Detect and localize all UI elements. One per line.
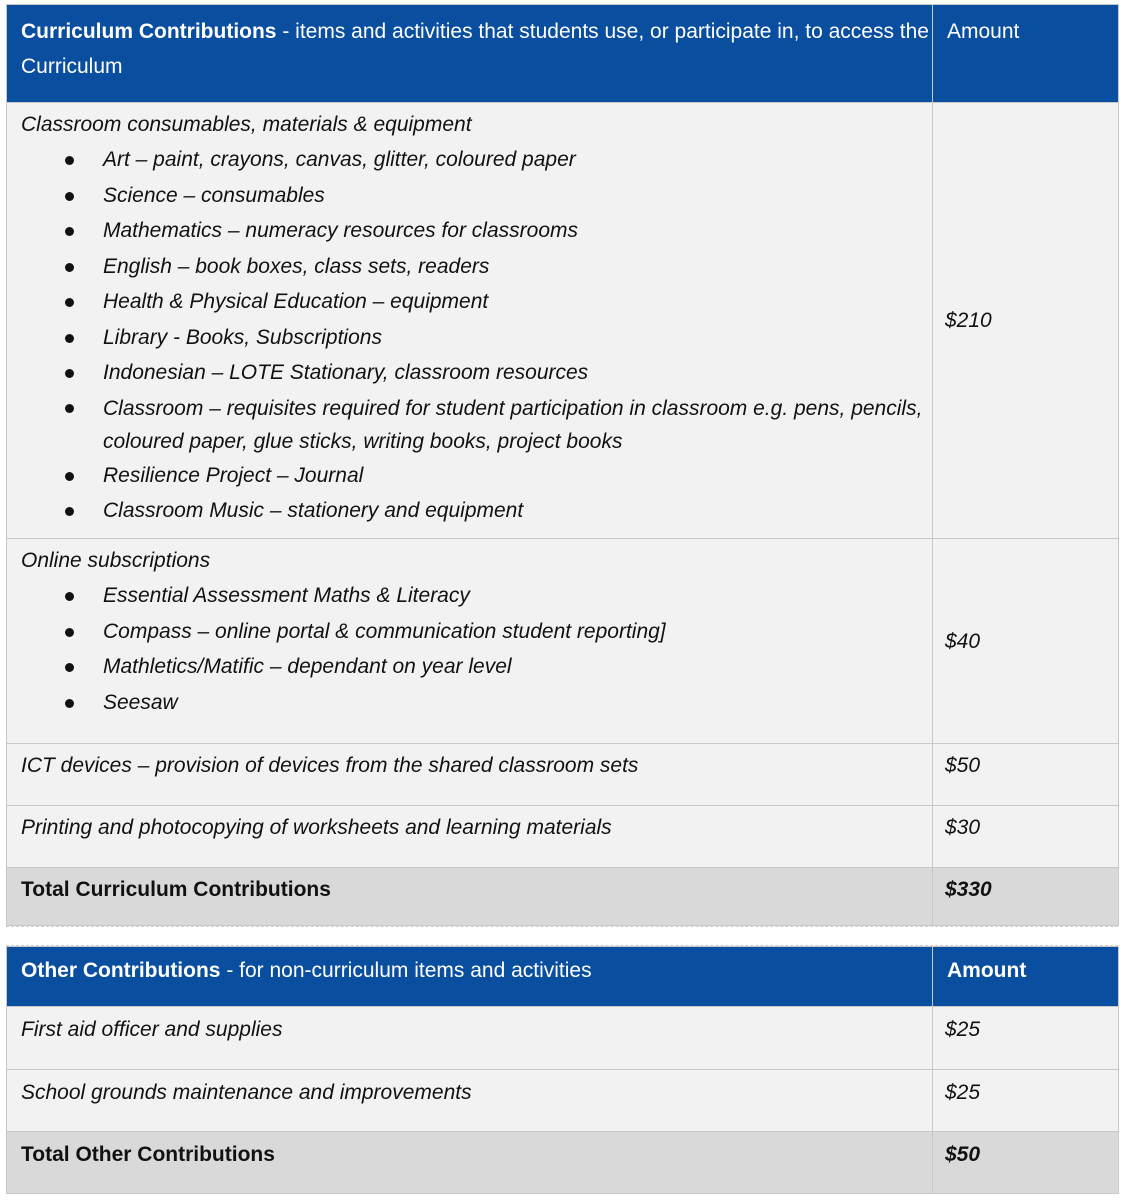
list-item: Essential Assessment Maths & Literacy [103,578,932,614]
school-grounds-label: School grounds maintenance and improvements [7,1070,933,1132]
curriculum-header-title [7,5,933,103]
list-item: Resilience Project – Journal [103,458,932,494]
other-header-title-bold: Other Contributions [21,959,221,982]
other-header-title-rest: - for non-curriculum items and activities [220,959,592,982]
first-aid-amount: $25 [933,1007,1119,1070]
online-items-list [21,578,932,720]
curriculum-total-amount: $330 [933,868,1119,926]
classroom-consumables-heading: Classroom consumables, materials & equipment [21,113,472,136]
curriculum-total-row [7,868,1119,926]
first-aid-row [7,1007,1119,1070]
online-subscriptions-amount: $40 [933,539,1119,744]
classroom-consumables-amount: $210 [933,103,1119,539]
list-item: Indonesian – LOTE Stationary, classroom resources [103,355,932,391]
list-item: Classroom Music – stationery and equipment [103,493,932,529]
list-item: Art – paint, crayons, canvas, glitter, coloured paper [103,142,932,178]
other-header-title [7,947,933,1007]
list-item: English – book boxes, class sets, readers [103,249,932,285]
school-grounds-amount: $25 [933,1070,1119,1132]
first-aid-label: First aid officer and supplies [7,1007,933,1070]
curriculum-header-row [7,5,1119,103]
other-total-row [7,1132,1119,1194]
other-contributions-table [6,946,1119,1194]
curriculum-header-amount: Amount [933,5,1119,103]
online-subscriptions-cell [7,539,933,744]
other-header-amount: Amount [933,947,1119,1007]
list-item: Classroom – requisites required for student participation in classroom e.g. pens, pencils, coloured paper, glue sticks, writing books, project books [103,391,932,458]
other-total-label: Total Other Contributions [7,1132,933,1194]
ict-devices-row [7,744,1119,806]
curriculum-header-title-bold: Curriculum Contributions [21,20,277,43]
other-total-amount: $50 [933,1132,1119,1194]
other-header-row [7,947,1119,1007]
curriculum-contributions-table [6,4,1119,926]
printing-row [7,806,1119,868]
list-item: Mathletics/Matific – dependant on year level [103,649,932,685]
ict-devices-label: ICT devices – provision of devices from the shared classroom sets [7,744,933,806]
list-item: Health & Physical Education – equipment [103,284,932,320]
online-subscriptions-row [7,539,1119,744]
online-subscriptions-heading: Online subscriptions [21,549,211,572]
list-item: Science – consumables [103,178,932,214]
ict-devices-amount: $50 [933,744,1119,806]
school-grounds-row [7,1070,1119,1132]
list-item: Mathematics – numeracy resources for classrooms [103,213,932,249]
printing-amount: $30 [933,806,1119,868]
classroom-items-list [21,142,932,529]
curriculum-header-title-rest: - items and activities that students use, or participate in, to access the Curriculum [21,20,929,78]
printing-label: Printing and photocopying of worksheets and learning materials [7,806,933,868]
table-separator [6,926,1118,946]
list-item: Seesaw [103,685,932,721]
list-item: Compass – online portal & communication student reporting] [103,614,932,650]
curriculum-total-label: Total Curriculum Contributions [7,868,933,926]
classroom-consumables-cell [7,103,933,539]
list-item: Library - Books, Subscriptions [103,320,932,356]
classroom-consumables-row [7,103,1119,539]
